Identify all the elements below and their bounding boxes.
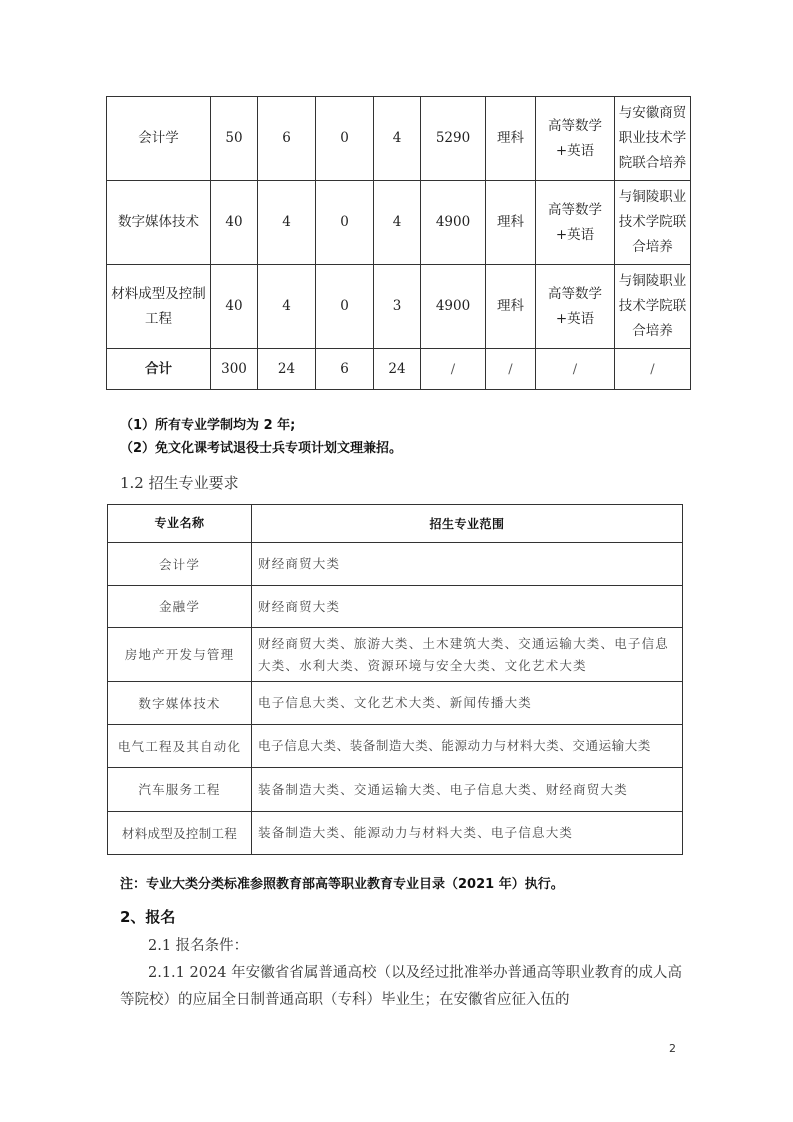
table-row <box>108 725 683 768</box>
total-fee: / <box>421 349 486 390</box>
remark: 与安徽商贸职业技术学院联合培养 <box>615 97 691 181</box>
table-row <box>108 812 683 855</box>
total-plan-count: 300 <box>211 349 258 390</box>
plan-count: 40 <box>211 181 258 265</box>
major-scope: 装备制造大类、能源动力与材料大类、电子信息大类 <box>252 812 683 855</box>
count-3: 0 <box>316 181 374 265</box>
paragraph-2-1-1: 2.1.1 2024 年安徽省省属普通高校（以及经过批准举办普通高等职业教育的成人高等院校）的应届全日制普通高职（专科）毕业生；在安徽省应征入伍的 <box>120 965 682 1008</box>
table-row <box>108 586 683 628</box>
exam-subjects: 高等数学+英语 <box>536 265 615 349</box>
major-name: 材料成型及控制工程 <box>107 265 211 349</box>
table-row <box>108 682 683 725</box>
header-major-name: 专业名称 <box>108 505 252 543</box>
tuition-fee: 4900 <box>421 181 486 265</box>
major-scope: 财经商贸大类、旅游大类、土木建筑大类、交通运输大类、电子信息大类、水利大类、资源环境与安全大类、文化艺术大类 <box>252 628 683 682</box>
major-scope: 电子信息大类、装备制造大类、能源动力与材料大类、交通运输大类 <box>252 725 683 768</box>
count-2: 6 <box>258 97 316 181</box>
major-scope: 财经商贸大类 <box>252 586 683 628</box>
count-3: 0 <box>316 265 374 349</box>
plan-count: 40 <box>211 265 258 349</box>
enrollment-plan-table <box>106 96 691 390</box>
note-duration: （1）所有专业学制均为 2 年; <box>120 418 296 433</box>
plan-count: 50 <box>211 97 258 181</box>
major-name: 会计学 <box>107 97 211 181</box>
count-2: 4 <box>258 181 316 265</box>
remark: 与铜陵职业技术学院联合培养 <box>615 265 691 349</box>
major-name: 房地产开发与管理 <box>108 628 252 682</box>
exam-subjects: 高等数学+英语 <box>536 181 615 265</box>
total-label: 合计 <box>107 349 211 390</box>
total-row <box>107 349 691 390</box>
major-name: 电气工程及其自动化 <box>108 725 252 768</box>
subject-category: 理科 <box>486 265 536 349</box>
section-heading-2-1: 2.1 报名条件： <box>148 938 249 954</box>
table-row <box>107 97 691 181</box>
major-name: 数字媒体技术 <box>108 682 252 725</box>
count-2: 4 <box>258 265 316 349</box>
header-scope: 招生专业范围 <box>252 505 683 543</box>
table-note: 注：专业大类分类标准参照教育部高等职业教育专业目录（2021 年）执行。 <box>120 877 564 892</box>
major-name: 金融学 <box>108 586 252 628</box>
total-exam: / <box>536 349 615 390</box>
total-category: / <box>486 349 536 390</box>
total-count-4: 24 <box>374 349 421 390</box>
total-remark: / <box>615 349 691 390</box>
major-name: 数字媒体技术 <box>107 181 211 265</box>
major-name: 会计学 <box>108 543 252 586</box>
table-row <box>108 768 683 812</box>
count-4: 4 <box>374 97 421 181</box>
table-row <box>107 265 691 349</box>
table-header-row <box>108 505 683 543</box>
subject-category: 理科 <box>486 181 536 265</box>
tuition-fee: 5290 <box>421 97 486 181</box>
table-row <box>107 181 691 265</box>
count-3: 0 <box>316 97 374 181</box>
note-veterans: （2）免文化课考试退役士兵专项计划文理兼招。 <box>120 441 403 456</box>
major-scope: 财经商贸大类 <box>252 543 683 586</box>
exam-subjects: 高等数学+英语 <box>536 97 615 181</box>
major-scope: 装备制造大类、交通运输大类、电子信息大类、财经商贸大类 <box>252 768 683 812</box>
total-count-3: 6 <box>316 349 374 390</box>
major-name: 汽车服务工程 <box>108 768 252 812</box>
table-row <box>108 543 683 586</box>
major-name: 材料成型及控制工程 <box>108 812 252 855</box>
count-4: 3 <box>374 265 421 349</box>
tuition-fee: 4900 <box>421 265 486 349</box>
subject-category: 理科 <box>486 97 536 181</box>
remark: 与铜陵职业技术学院联合培养 <box>615 181 691 265</box>
total-count-2: 24 <box>258 349 316 390</box>
section-heading-1-2: 1.2 招生专业要求 <box>120 474 239 492</box>
count-4: 4 <box>374 181 421 265</box>
major-scope: 电子信息大类、文化艺术大类、新闻传播大类 <box>252 682 683 725</box>
major-requirements-table <box>107 504 683 855</box>
table-row <box>108 628 683 682</box>
section-heading-2: 2、报名 <box>120 908 176 926</box>
page-number: 2 <box>669 1042 676 1055</box>
